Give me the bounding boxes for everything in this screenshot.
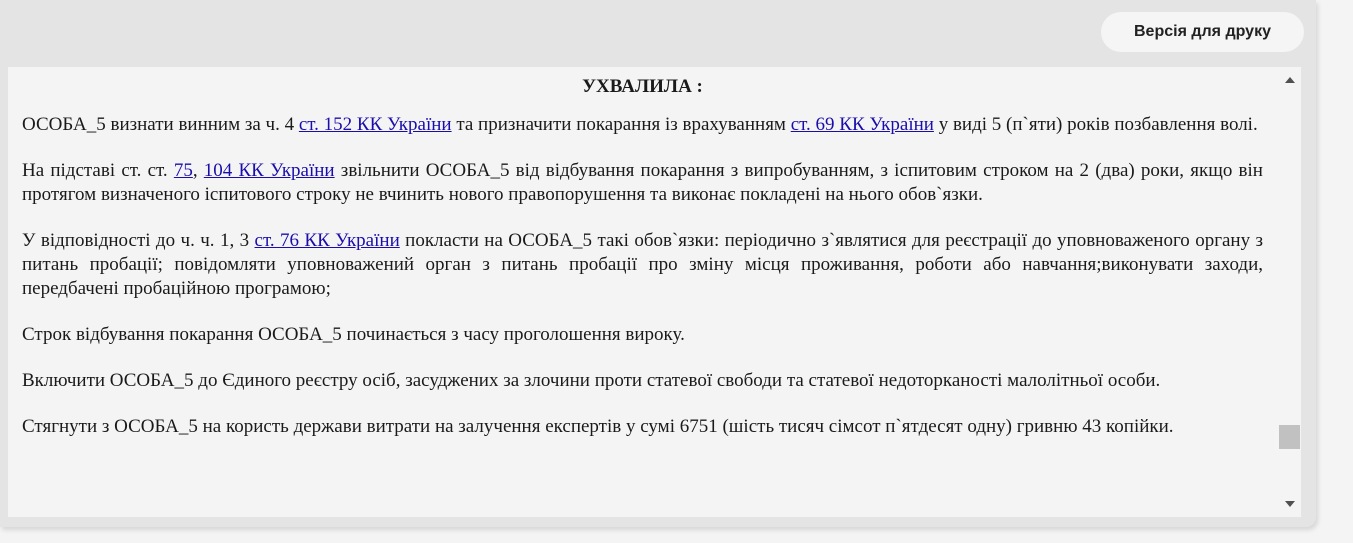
paragraph-term-start: Строк відбування покарання ОСОБА_5 починається з часу проголошення вироку. [22, 324, 685, 345]
link-article-69[interactable]: ст. 69 КК України [790, 114, 934, 135]
arrow-down-icon [1285, 501, 1295, 507]
scroll-up-button[interactable] [1278, 69, 1301, 91]
link-article-104[interactable]: 104 КК України [203, 160, 335, 181]
link-article-152[interactable]: ст. 152 КК України [298, 114, 452, 135]
print-version-button[interactable]: Версія для друку [1101, 12, 1304, 52]
document-content [22, 67, 1263, 461]
paragraph-expenses: Стягнути з ОСОБА_5 на користь держави витрати на залучення експертів у сумі 6751 (шість тисяч сімсот п`ятдесят одну) гривню 43 копійки. [22, 416, 1174, 437]
paragraph-probation: На підставі ст. ст. 75, 104 КК України звільнити ОСОБА_5 від відбування покарання з випробуванням, з іспитовим строком на 2 (два) роки, якщо він протягом визначеного іспитового строку не вчинить нового правопорушення та виконає покладені на нього обов`язки. [22, 160, 1263, 205]
scroll-down-button[interactable] [1278, 493, 1301, 515]
scrollbar-thumb[interactable] [1279, 425, 1300, 449]
link-article-76[interactable]: ст. 76 КК України [254, 230, 400, 251]
link-article-75[interactable]: 75 [173, 160, 193, 181]
paragraph-registry: Включити ОСОБА_5 до Єдиного реєстру осіб, засуджених за злочини проти статевої свободи та статевої недоторканості малолітньої особи. [22, 370, 1161, 391]
document-heading: УХВАЛИЛА : [582, 76, 703, 97]
paragraph-obligations: У відповідності до ч. ч. 1, 3 ст. 76 КК України покласти на ОСОБА_5 такі обов`язки: періодично з`являтися для реєстрації до уповноваженого органу з питань пробації; повідомляти уповноважений орган з питань пробації про зміну місця проживання, роботи або навчання;виконувати заходи, передбачені пробаційною програмою; [22, 230, 1264, 299]
paragraph-verdict: ОСОБА_5 визнати винним за ч. 4 ст. 152 КК України та призначити покарання із врахуванням ст. 69 КК України у виді 5 (п`яти) років позбавлення волі. [22, 114, 1258, 135]
vertical-scrollbar[interactable] [1278, 67, 1301, 517]
arrow-up-icon [1285, 77, 1295, 83]
document-viewer[interactable] [8, 67, 1301, 517]
